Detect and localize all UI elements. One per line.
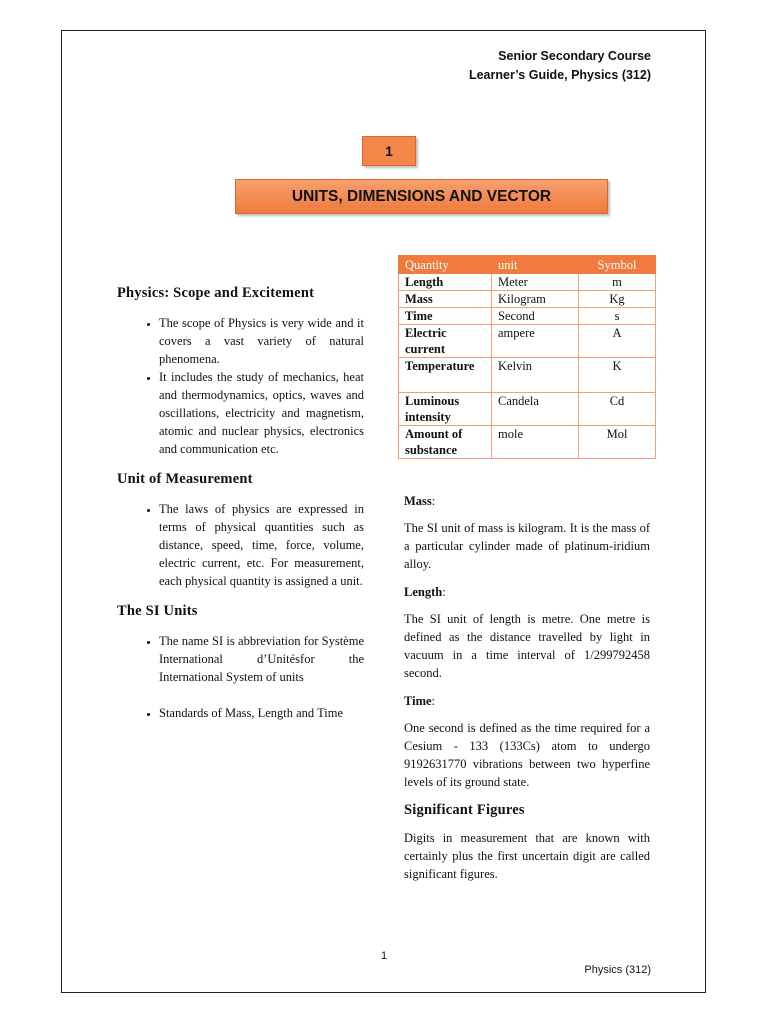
cell-symbol: K — [579, 358, 656, 393]
list-item: • The name SI is abbreviation for Système International d’Unitésfor the International System of units — [159, 632, 364, 686]
cell-unit: Candela — [492, 393, 579, 426]
scope-heading: Physics: Scope and Excitement — [117, 285, 315, 301]
list-item: • It includes the study of mechanics, heat and thermodynamics, optics, waves and oscillations, electricity and magnetism, atomic and nuclear physics, electronics and communication etc. — [159, 368, 364, 458]
cell-quantity: Temperature — [399, 358, 492, 393]
length-label: Length: — [404, 585, 446, 599]
cell-unit: Kilogram — [492, 291, 579, 308]
page-number: 1 — [380, 950, 388, 962]
header-unit: unit — [492, 256, 579, 274]
time-paragraph: One second is defined as the time required for a Cesium - 133 (133Cs) atom to undergo 9192631770 vibrations between two hyperfine levels of its ground state. — [404, 721, 650, 789]
cell-quantity: Amount of substance — [399, 426, 492, 459]
header-symbol: Symbol — [579, 256, 656, 274]
header-quantity: Quantity — [399, 256, 492, 274]
measurement-list — [117, 500, 364, 590]
table-row — [399, 274, 656, 291]
section-measurement — [117, 470, 364, 590]
section-scope — [117, 284, 364, 458]
table-row — [399, 393, 656, 426]
list-item: • Standards of Mass, Length and Time — [159, 704, 364, 722]
si-list — [117, 632, 364, 722]
significant-figures-heading: Significant Figures — [404, 802, 525, 818]
course-name: Senior Secondary Course — [498, 49, 651, 63]
table-row — [399, 308, 656, 325]
table-row — [399, 291, 656, 308]
cell-symbol: A — [579, 325, 656, 358]
scope-list — [117, 314, 364, 458]
cell-symbol: m — [579, 274, 656, 291]
table-row — [399, 358, 656, 393]
si-heading: The SI Units — [117, 603, 198, 619]
cell-quantity: Mass — [399, 291, 492, 308]
guide-name: Learner’s Guide, Physics (312) — [468, 68, 651, 82]
footer-course: Physics (312) — [584, 964, 651, 976]
right-column — [404, 492, 650, 893]
cell-unit: ampere — [492, 325, 579, 358]
list-item: • The laws of physics are expressed in terms of physical quantities such as distance, speed, time, force, volume, electric current, etc. For measurement, each physical quantity is assigned a unit. — [159, 500, 364, 590]
section-si-units — [117, 602, 364, 722]
page-header — [469, 47, 651, 85]
cell-quantity: Length — [399, 274, 492, 291]
time-label: Time: — [404, 694, 436, 708]
measurement-heading: Unit of Measurement — [117, 471, 253, 487]
cell-unit: Meter — [492, 274, 579, 291]
cell-unit: mole — [492, 426, 579, 459]
cell-quantity: Electric current — [399, 325, 492, 358]
cell-symbol: Cd — [579, 393, 656, 426]
cell-unit: Second — [492, 308, 579, 325]
significant-figures-paragraph: Digits in measurement that are known with certainly plus the first uncertain digit are called significant figures. — [404, 831, 650, 881]
list-item: • The scope of Physics is very wide and it covers a vast variety of natural phenomena. — [159, 314, 364, 368]
mass-label: Mass: — [404, 494, 436, 508]
table-row — [399, 325, 656, 358]
table-header-row — [399, 256, 656, 274]
length-paragraph: The SI unit of length is metre. One metre is defined as the distance travelled by light in vacuum in a time interval of 1/299792458 second. — [404, 612, 650, 680]
chapter-title: UNITS, DIMENSIONS AND VECTOR — [235, 179, 608, 214]
si-units-table — [398, 255, 656, 459]
cell-quantity: Luminous intensity — [399, 393, 492, 426]
table-row — [399, 426, 656, 459]
chapter-number: 1 — [362, 136, 416, 166]
cell-symbol: s — [579, 308, 656, 325]
cell-quantity: Time — [399, 308, 492, 325]
cell-symbol: Kg — [579, 291, 656, 308]
left-column — [117, 284, 364, 734]
mass-paragraph: The SI unit of mass is kilogram. It is the mass of a particular cylinder made of platinum-iridium alloy. — [404, 521, 650, 571]
cell-symbol: Mol — [579, 426, 656, 459]
cell-unit: Kelvin — [492, 358, 579, 393]
